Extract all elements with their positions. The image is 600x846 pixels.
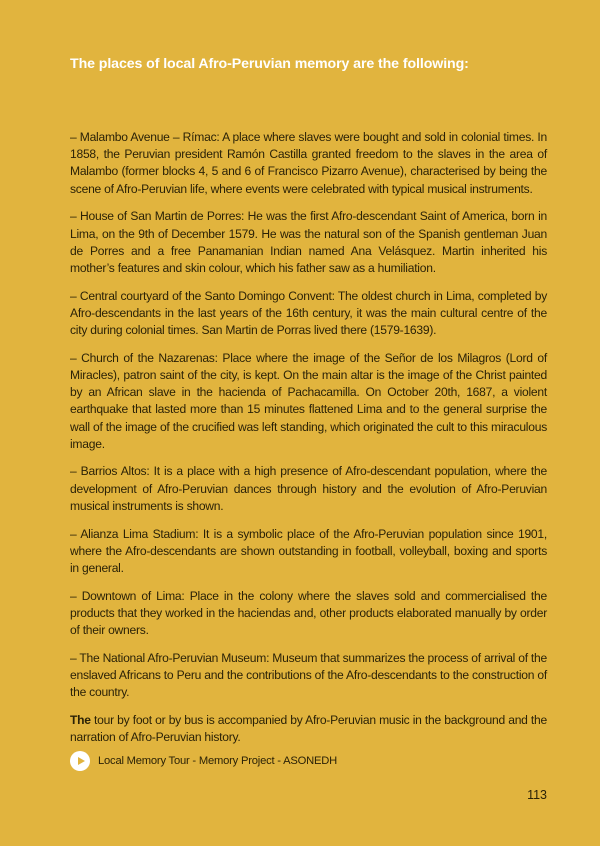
body-text [70,129,547,746]
paragraph-alianza-lima: – Alianza Lima Stadium: It is a symbolic place of the Afro-Peruvian population since 1901, where the Afro-descendants are shown outstanding in football, volleyball, boxing and sports in general. [70,526,547,575]
paragraph-house-san-martin: – House of San Martin de Porres: He was the first Afro-descendant Saint of America, born in Lima, on the 9th of December 1579. He was the natural son of the Spanish gentleman Juan de Porres and a free Panamanian Indian named Ana Velásquez. Martin inherited his mother’s features and skin colour, which his father saw as a humiliation. [70,209,547,275]
closing-lead: The [70,712,91,727]
page-number: 113 [527,788,547,802]
footer-link[interactable] [70,751,337,771]
paragraph-santo-domingo: – Central courtyard of the Santo Domingo Convent: The oldest church in Lima, completed by Afro-descendants in the last years of the 16th century, it was the main cultural centre of the city during colonial times. San Martin de Porras lived there (1579-1639). [70,288,547,338]
footer-label: Local Memory Tour - Memory Project - ASONEDH [98,755,338,767]
paragraph-church-nazarenas: – Church of the Nazarenas: Place where the image of the Señor de los Milagros (Lord of Miracles), patron saint of the city, is kept. On the main altar is the image of the Christ painted by an African slave in the hacienda of Pachacamilla. On October 20th, 1687, a violent earthquake that lasted more than 15 minutes flattened Lima and to the general surprise the wall of the image of the crucified was left standing, which originated the cult to this miraculous image. [70,350,547,451]
play-icon[interactable] [70,751,90,771]
paragraph-downtown-lima: – Downtown of Lima: Place in the colony where the slaves sold and commercialised the products that they worked in the haciendas and, other products elaborated manually by order of their owners. [70,588,547,638]
paragraph-afro-peruvian-museum: – The National Afro-Peruvian Museum: Museum that summarizes the process of arrival of the enslaved Africans to Peru and the contributions of the Afro-descendants to the construction of the country. [70,650,547,700]
paragraph-closing [70,712,547,746]
paragraph-malambo-avenue: – Malambo Avenue – Rímac: A place where slaves were bought and sold in colonial times. In 1858, the Peruvian president Ramón Castilla granted freedom to the slaves in the area of Malambo (former blocks 4, 5 and 6 of Francisco Pizarro Avenue), characterised by being the scene of Afro-Peruvian life, where events were celebrated with typical musical instruments. [70,130,547,196]
section-heading: The places of local Afro-Peruvian memory are the following: [70,56,469,72]
closing-rest: tour by foot or by bus is accompanied by Afro-Peruvian music in the background and the narration of Afro-Peruvian history. [70,712,547,745]
paragraph-barrios-altos: – Barrios Altos: It is a place with a high presence of Afro-descendant population, where the development of Afro-Peruvian dances through history and the evolution of Afro-Peruvian musical instruments is shown. [70,464,547,513]
